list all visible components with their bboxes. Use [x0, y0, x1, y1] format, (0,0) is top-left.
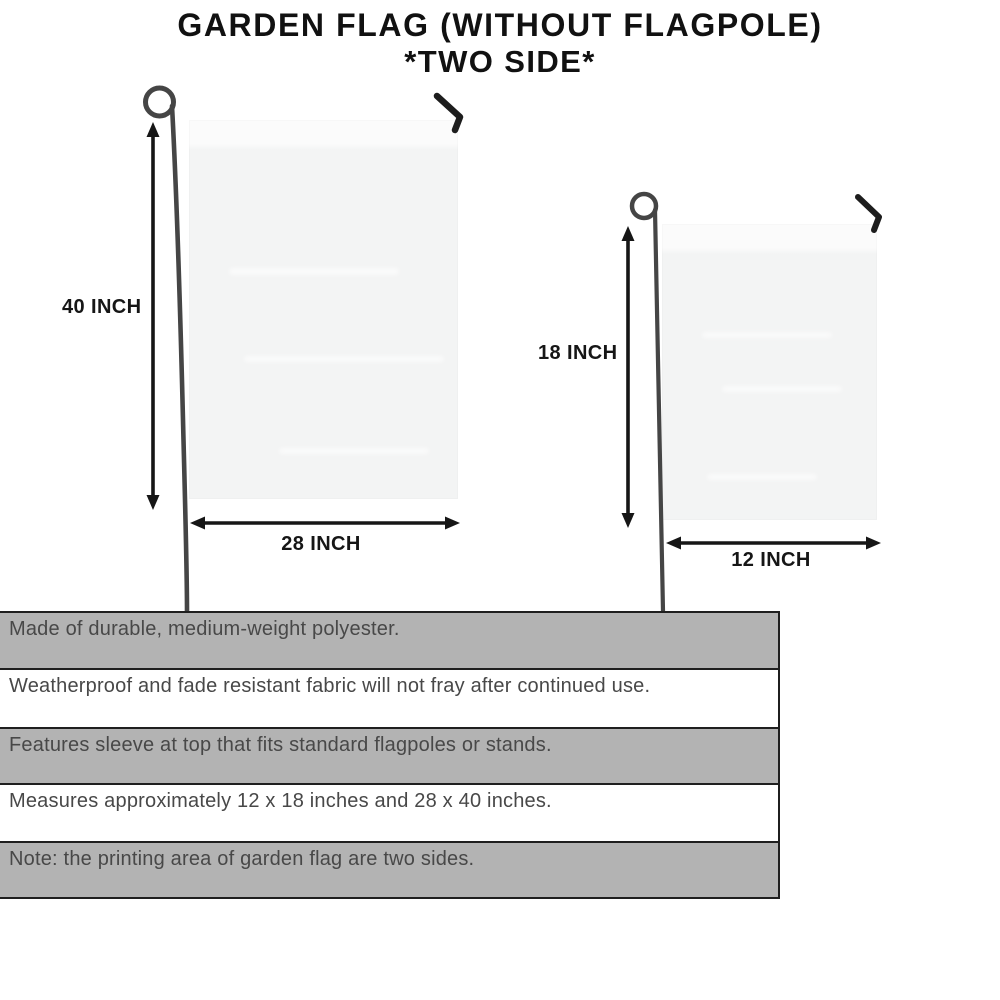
large-flag-fabric	[189, 120, 458, 499]
small-flag-fabric	[662, 224, 877, 520]
page-title	[0, 6, 1000, 80]
fabric-wrinkle	[279, 448, 429, 454]
fabric-wrinkle	[229, 268, 399, 275]
pole-loop-icon	[632, 194, 656, 218]
pole-loop-icon	[146, 88, 174, 116]
large-height-arrow-icon	[147, 122, 160, 510]
small-height-arrow-icon	[622, 226, 635, 528]
feature-row	[0, 841, 780, 899]
feature-text: Made of durable, medium-weight polyester.	[9, 618, 400, 640]
pole-rod	[172, 106, 187, 611]
title-line-2: *TWO SIDE*	[404, 44, 596, 79]
large-flag-height-label: 40 INCH	[62, 296, 142, 318]
large-flagpole-icon	[146, 88, 188, 611]
feature-row	[0, 727, 780, 785]
small-flag-width-label: 12 INCH	[731, 549, 811, 571]
feature-text: Features sleeve at top that fits standard flagpoles or stands.	[9, 734, 552, 756]
feature-text: Measures approximately 12 x 18 inches and 28 x 40 inches.	[9, 790, 552, 812]
feature-text: Weatherproof and fade resistant fabric will not fray after continued use.	[9, 675, 651, 697]
title-line-1: GARDEN FLAG (WITHOUT FLAGPOLE)	[177, 7, 823, 43]
large-flag-width-label: 28 INCH	[281, 533, 361, 555]
small-flagpole-icon	[632, 194, 663, 611]
small-flag-height-label: 18 INCH	[538, 342, 618, 364]
large-width-arrow-icon	[190, 517, 460, 530]
feature-row	[0, 783, 780, 843]
feature-row	[0, 611, 780, 670]
fabric-wrinkle	[722, 386, 842, 392]
feature-row	[0, 668, 780, 729]
fabric-wrinkle	[244, 356, 444, 362]
fabric-wrinkle	[707, 474, 817, 480]
fabric-wrinkle	[702, 332, 832, 338]
feature-text: Note: the printing area of garden flag are two sides.	[9, 848, 475, 870]
small-width-arrow-icon	[666, 537, 881, 550]
